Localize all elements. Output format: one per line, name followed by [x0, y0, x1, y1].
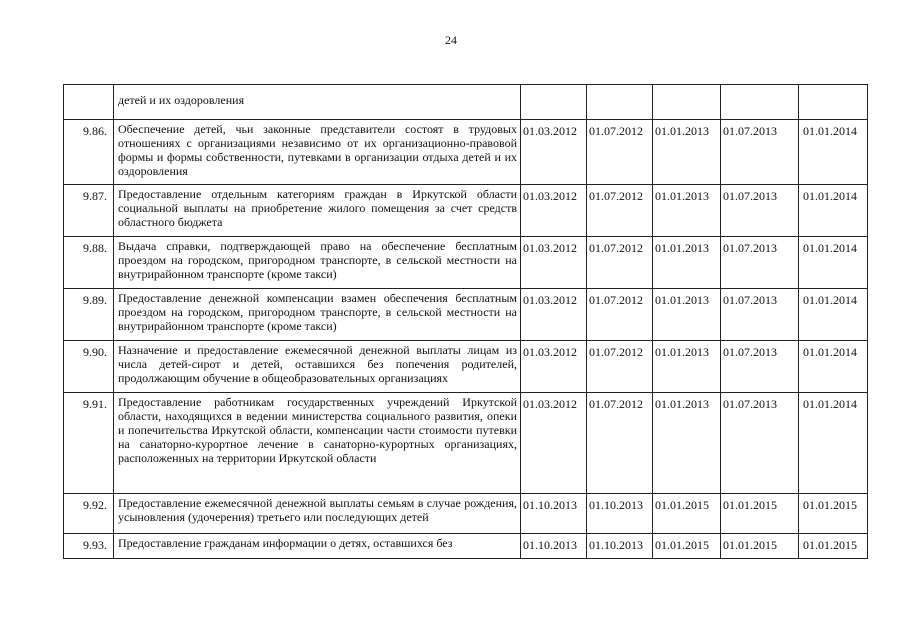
date-1: 01.03.2012 [521, 120, 587, 185]
table-row [64, 494, 868, 534]
table-row [64, 393, 868, 494]
table-row-continuation [64, 85, 868, 120]
date-1: 01.03.2012 [521, 341, 587, 393]
date-4: 01.07.2013 [721, 185, 799, 237]
date-5: 01.01.2014 [799, 289, 868, 341]
service-name: Предоставление ежемесячной денежной выплаты семьям в случае рождения, усыновления (удочерения) третьего или последующих детей [114, 494, 521, 534]
service-name: Назначение и предоставление ежемесячной денежной выплаты лицам из числа детей-сирот и детей, оставшихся без попечения родителей, продолжающим обучение в общеобразовательных организациях [114, 341, 521, 393]
date-1: 01.03.2012 [521, 185, 587, 237]
service-name: Предоставление отдельным категориям граждан в Иркутской области социальной выплаты на приобретение жилого помещения за счет средств областного бюджета [114, 185, 521, 237]
date-1: 01.10.2013 [521, 534, 587, 559]
date-3: 01.01.2013 [653, 393, 721, 494]
date-5: 01.01.2014 [799, 185, 868, 237]
date-1: 01.03.2012 [521, 237, 587, 289]
date-2: 01.07.2012 [587, 341, 653, 393]
date-2: 01.07.2012 [587, 237, 653, 289]
date-4: 01.01.2015 [721, 534, 799, 559]
date-cell [799, 85, 868, 120]
table-row [64, 120, 868, 185]
date-cell [653, 85, 721, 120]
page-number: 24 [445, 33, 457, 47]
date-4: 01.07.2013 [721, 120, 799, 185]
date-2: 01.10.2013 [587, 534, 653, 559]
row-number: 9.91. [64, 393, 114, 494]
date-2: 01.07.2012 [587, 185, 653, 237]
service-name: Предоставление денежной компенсации взамен обеспечения бесплатным проездом на городском, пригородном транспорте, в сельской местности на внутрирайонном транспорте (кроме такси) [114, 289, 521, 341]
row-number: 9.93. [64, 534, 114, 559]
table-row [64, 289, 868, 341]
services-table [63, 84, 868, 559]
date-5: 01.01.2015 [799, 534, 868, 559]
date-5: 01.01.2014 [799, 341, 868, 393]
table-row [64, 341, 868, 393]
date-3: 01.01.2013 [653, 185, 721, 237]
service-name-cell: детей и их оздоровления [114, 85, 521, 120]
row-number-cell [64, 85, 114, 120]
table-row [64, 534, 868, 559]
date-1: 01.10.2013 [521, 494, 587, 534]
date-2: 01.07.2012 [587, 289, 653, 341]
date-2: 01.07.2012 [587, 393, 653, 494]
date-cell [587, 85, 653, 120]
service-name: Предоставление работникам государственных учреждений Иркутской области, находящихся в ведении министерства социального развития, опеки и попечительства Иркутской области, компенсации части стоимости путевки на санаторно-курортное лечение в санаторно-курортных организациях, расположенных на территории Иркутской области [114, 393, 521, 494]
date-4: 01.07.2013 [721, 289, 799, 341]
date-1: 01.03.2012 [521, 289, 587, 341]
row-number: 9.92. [64, 494, 114, 534]
date-cell [521, 85, 587, 120]
table-row [64, 185, 868, 237]
date-cell [721, 85, 799, 120]
date-5: 01.01.2014 [799, 237, 868, 289]
date-4: 01.07.2013 [721, 341, 799, 393]
table-row [64, 237, 868, 289]
service-name: Выдача справки, подтверждающей право на обеспечение бесплатным проездом на городском, пригородном транспорте, в сельской местности на внутрирайонном транспорте (кроме такси) [114, 237, 521, 289]
date-3: 01.01.2013 [653, 341, 721, 393]
row-number: 9.90. [64, 341, 114, 393]
service-name: Предоставление гражданам информации о детях, оставшихся без [114, 534, 521, 559]
date-3: 01.01.2015 [653, 534, 721, 559]
row-number: 9.88. [64, 237, 114, 289]
row-number: 9.87. [64, 185, 114, 237]
service-name: Обеспечение детей, чьи законные представители состоят в трудовых отношениях с организациями независимо от их организационно-правовой формы и формы собственности, путевками в организации отдыха детей и их оздоровления [114, 120, 521, 185]
row-number: 9.86. [64, 120, 114, 185]
date-4: 01.07.2013 [721, 237, 799, 289]
date-5: 01.01.2014 [799, 393, 868, 494]
date-5: 01.01.2015 [799, 494, 868, 534]
date-3: 01.01.2015 [653, 494, 721, 534]
date-4: 01.07.2013 [721, 393, 799, 494]
date-2: 01.10.2013 [587, 494, 653, 534]
date-4: 01.01.2015 [721, 494, 799, 534]
date-5: 01.01.2014 [799, 120, 868, 185]
row-number: 9.89. [64, 289, 114, 341]
date-2: 01.07.2012 [587, 120, 653, 185]
date-3: 01.01.2013 [653, 120, 721, 185]
date-3: 01.01.2013 [653, 237, 721, 289]
date-3: 01.01.2013 [653, 289, 721, 341]
date-1: 01.03.2012 [521, 393, 587, 494]
